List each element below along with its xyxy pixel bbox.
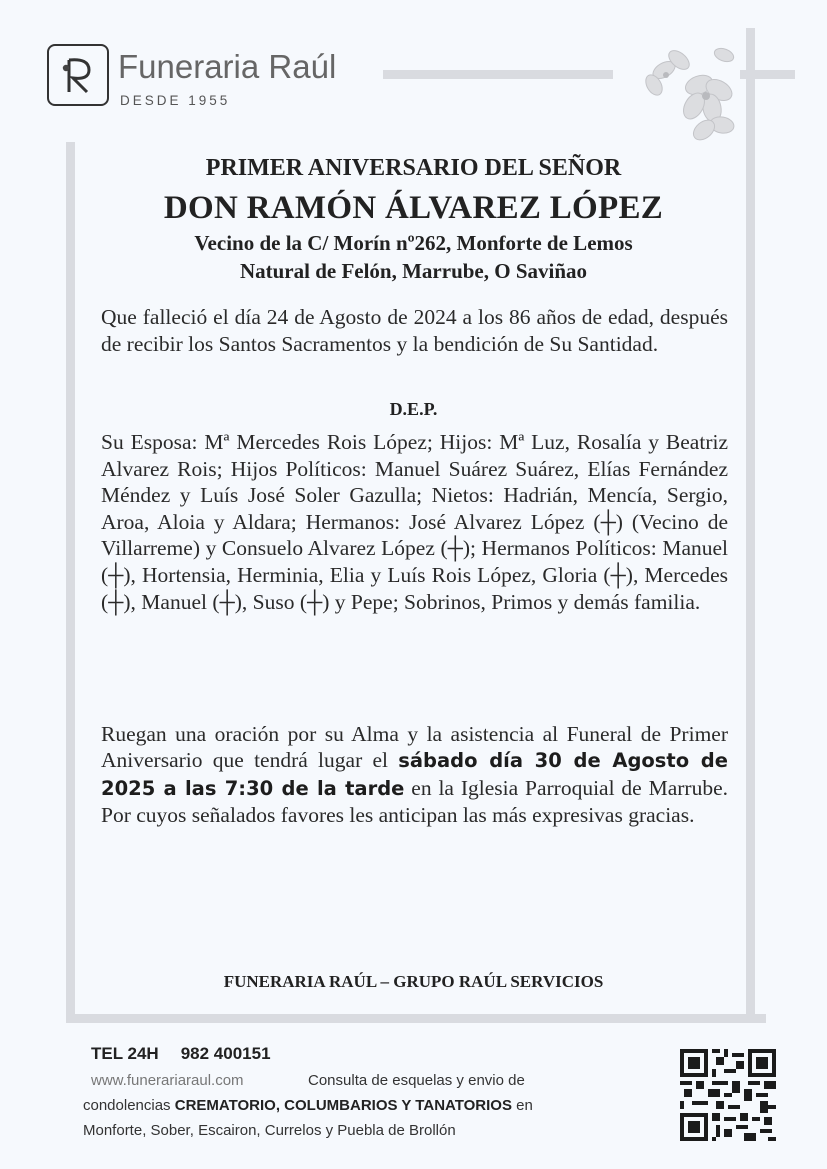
anniversary-heading: PRIMER ANIVERSARIO DEL SEÑOR [205,155,622,181]
frame-top-border [383,70,613,79]
funeral-rest: en la Iglesia Parroquial de Marrube. Por cuyos señalados favores les anticipan las más expresivas gracias. [101,775,728,827]
website-link[interactable]: www.funerariaraul.com [91,1072,244,1089]
frame-bottom-border [66,1014,766,1023]
funeral-intro: Ruegan una oración por su Alma y la asistencia al Funeral de Primer Aniversario que tendrá lugar el [101,722,728,773]
services-bold: CREMATORIO, COLUMBARIOS Y TANATORIOS [174,1097,512,1114]
flower-decoration-icon [624,30,749,145]
brand-since: DESDE 1955 [120,93,231,108]
services-line [83,1097,533,1114]
deceased-address: Vecino de la C/ Morín nº262, Monforte de Lemos [194,231,633,255]
locations-line: Monforte, Sober, Escairon, Currelos y Puebla de Brollón [83,1122,456,1139]
phone-line [91,1044,293,1064]
signature: FUNERARIA RAÚL – GRUPO RAÚL SERVICIOS [223,972,604,991]
qr-code-icon [680,1049,776,1141]
deceased-name: DON RAMÓN ÁLVAREZ LÓPEZ [163,190,664,226]
services-start: condolencias [83,1097,171,1114]
consulta-text: Consulta de esquelas y envio de [308,1072,525,1089]
phone-label: TEL 24H [91,1044,159,1063]
funeral-date: sábado día 30 de Agosto de 2025 a las 7:30 de la tarde [101,749,728,800]
brand-logo-icon [47,44,109,106]
deceased-origin: Natural de Felón, Marrube, O Saviñao [239,259,588,283]
phone-number: 982 400151 [180,1044,271,1063]
death-paragraph: Que falleció el día 24 de Agosto de 2024 a los 86 años de edad, después de recibir los Santos Sacramentos y la bendición de Su Santidad. [101,305,728,356]
funeral-paragraph [101,721,728,828]
dep-heading: D.E.P. [389,399,438,419]
family-paragraph: Su Esposa: Mª Mercedes Rois López; Hijos: Mª Luz, Rosalía y Beatriz Alvarez Rois; Hijos Políticos: Manuel Suárez Suárez, Elías Fernández Méndez y Luís José Soler Gazulla; Nietos: Hadrián, Mencía, Sergio, Aroa, Aloia y Aldara; Hermanos: José Alvarez López (┼) (Vecino de Villarreme) y Consuelo Alvarez López (┼); Hermanos Políticos: Manuel (┼), Hortensia, Herminia, Elia y Luís Rois López, Gloria (┼), Mercedes (┼), Manuel (┼), Suso (┼) y Pepe; Sobrinos, Primos y demás familia. [101,430,728,614]
services-end: en [516,1097,533,1114]
brand-name: Funeraria Raúl [118,48,337,85]
